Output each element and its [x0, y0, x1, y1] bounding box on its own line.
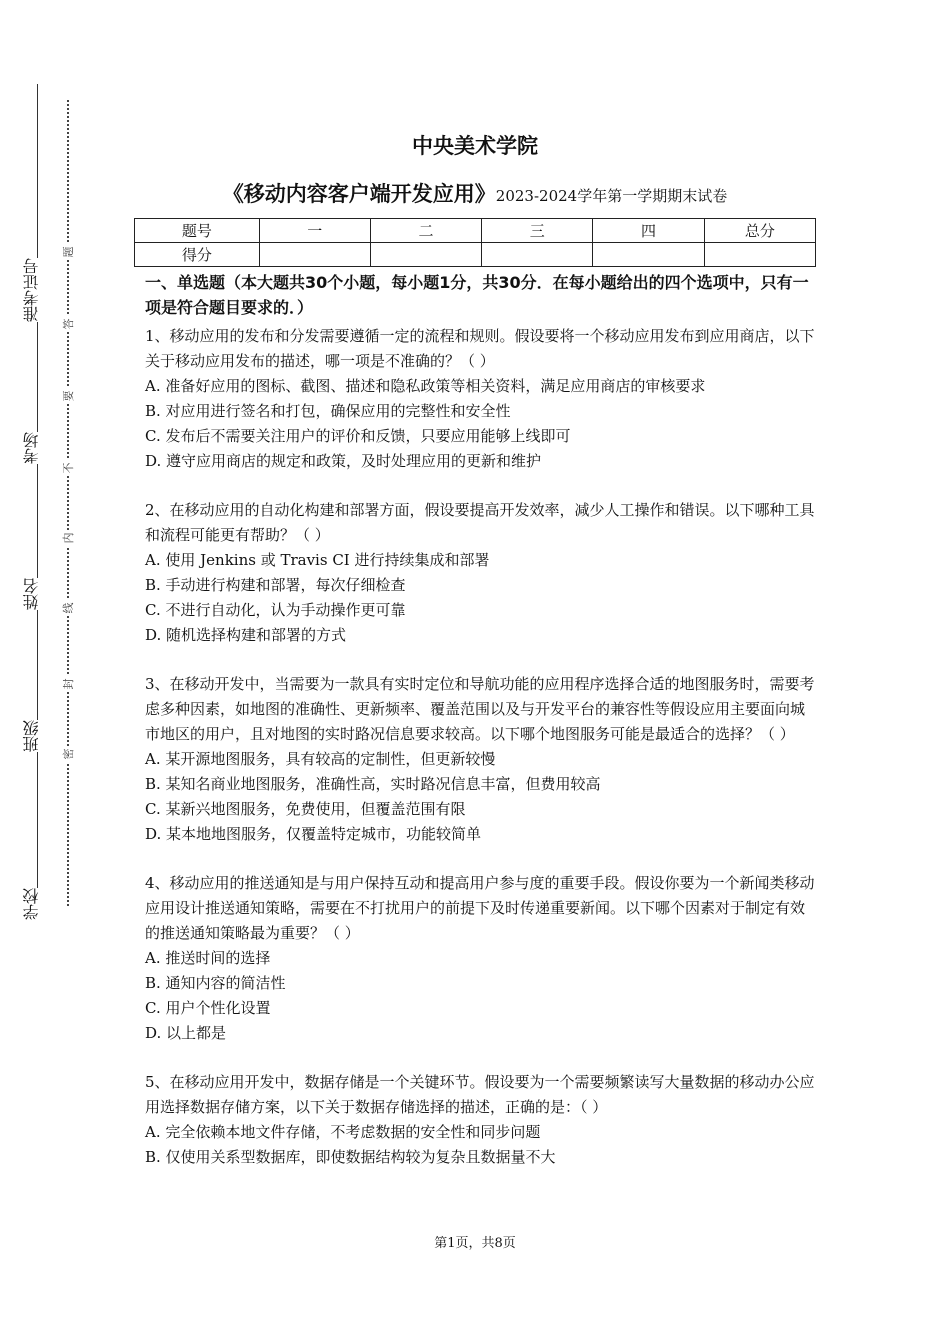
question-3	[145, 672, 815, 847]
question-option: A. 某开源地图服务，具有较高的定制性，但更新较慢	[145, 750, 496, 768]
question-option: A. 推送时间的选择	[145, 949, 271, 967]
score-entry-cell	[704, 243, 815, 267]
question-4	[145, 871, 815, 1046]
exam-term: 2023-2024学年第一学期期末试卷	[495, 187, 728, 205]
school-name: 中央美术学院	[412, 134, 538, 158]
question-option: C. 用户个性化设置	[145, 999, 271, 1017]
seal-char: 内	[60, 530, 76, 546]
score-table-cell: 四	[593, 219, 704, 243]
seal-char: 线	[60, 600, 76, 616]
question-option: B. 通知内容的简洁性	[145, 974, 286, 992]
binding-label-school: 学校	[22, 888, 41, 920]
binding-label-exam-number: 准考证号	[22, 258, 41, 322]
score-table-score-row	[135, 243, 816, 267]
score-entry-cell	[482, 243, 593, 267]
section-heading: 一、单选题（本大题共30个小题，每小题1分，共30分．在每小题给出的四个选项中，只有一项是符合题目要求的．）	[145, 273, 809, 317]
seal-char: 不	[60, 460, 76, 476]
score-entry-cell	[593, 243, 704, 267]
course-name: 《移动内容客户端开发应用》	[222, 182, 496, 206]
exam-title	[0, 178, 950, 208]
question-1	[145, 324, 815, 474]
binding-label-exam-room: 考场	[22, 432, 41, 464]
score-table	[134, 218, 816, 267]
seal-char: 密	[60, 746, 76, 762]
question-2	[145, 498, 815, 648]
question-option: D. 遵守应用商店的规定和政策，及时处理应用的更新和维护	[145, 452, 542, 470]
seal-char: 答	[60, 316, 76, 332]
page-footer: 第1页，共8页	[434, 1236, 516, 1251]
score-table-cell: 一	[259, 219, 370, 243]
seal-dotted-line	[67, 100, 69, 906]
score-table-cell: 得分	[135, 243, 260, 267]
question-stem: 3、在移动开发中，当需要为一款具有实时定位和导航功能的应用程序选择合适的地图服务时，需要考虑多种因素，如地图的准确性、更新频率、覆盖范围以及与开发平台的兼容性等假设应用主要面向城市地区的用户，且对地图的实时路况信息要求较高。以下哪个地图服务可能是最适合的选择？（ ）	[145, 675, 815, 743]
exam-content	[145, 270, 815, 1194]
question-option: A. 使用 Jenkins 或 Travis CI 进行持续集成和部署	[145, 551, 490, 569]
question-option: C. 某新兴地图服务，免费使用，但覆盖范围有限	[145, 800, 466, 818]
seal-char: 要	[60, 388, 76, 404]
question-option: D. 某本地地图服务，仅覆盖特定城市，功能较简单	[145, 825, 482, 843]
score-table-cell: 二	[370, 219, 481, 243]
score-table-cell: 三	[482, 219, 593, 243]
score-table-cell: 题号	[135, 219, 260, 243]
question-option: A. 完全依赖本地文件存储，不考虑数据的安全性和同步问题	[145, 1123, 541, 1141]
score-entry-cell	[370, 243, 481, 267]
score-table-header-row	[135, 219, 816, 243]
question-stem: 4、移动应用的推送通知是与用户保持互动和提高用户参与度的重要手段。假设你要为一个新闻类移动应用设计推送通知策略，需要在不打扰用户的前提下及时传递重要新闻。以下哪个因素对于制定有效的推送通知策略最为重要？（ ）	[145, 874, 815, 942]
binding-label-name: 姓名	[22, 578, 41, 610]
question-5	[145, 1070, 815, 1170]
question-option: B. 对应用进行签名和打包，确保应用的完整性和安全性	[145, 402, 511, 420]
question-option: A. 准备好应用的图标、截图、描述和隐私政策等相关资料，满足应用商店的审核要求	[145, 377, 706, 395]
question-option: B. 仅使用关系型数据库，即使数据结构较为复杂且数据量不大	[145, 1148, 556, 1166]
question-option: D. 随机选择构建和部署的方式	[145, 626, 347, 644]
question-option: B. 某知名商业地图服务，准确性高，实时路况信息丰富，但费用较高	[145, 775, 601, 793]
score-entry-cell	[259, 243, 370, 267]
seal-char: 题	[60, 244, 76, 260]
question-stem: 1、移动应用的发布和分发需要遵循一定的流程和规则。假设要将一个移动应用发布到应用商店，以下关于移动应用发布的描述，哪一项是不准确的？（ ）	[145, 327, 815, 370]
question-option: C. 不进行自动化，认为手动操作更可靠	[145, 601, 406, 619]
binding-line	[37, 84, 38, 914]
question-option: B. 手动进行构建和部署，每次仔细检查	[145, 576, 406, 594]
binding-label-class: 班级	[22, 720, 41, 752]
score-table-cell: 总分	[704, 219, 815, 243]
seal-char: 封	[60, 676, 76, 692]
question-stem: 2、在移动应用的自动化构建和部署方面，假设要提高开发效率，减少人工操作和错误。以下哪种工具和流程可能更有帮助？（ ）	[145, 501, 815, 544]
question-stem: 5、在移动应用开发中，数据存储是一个关键环节。假设要为一个需要频繁读写大量数据的移动办公应用选择数据存储方案，以下关于数据存储选择的描述，正确的是：（ ）	[145, 1073, 815, 1116]
question-option: C. 发布后不需要关注用户的评价和反馈，只要应用能够上线即可	[145, 427, 571, 445]
question-option: D. 以上都是	[145, 1024, 227, 1042]
